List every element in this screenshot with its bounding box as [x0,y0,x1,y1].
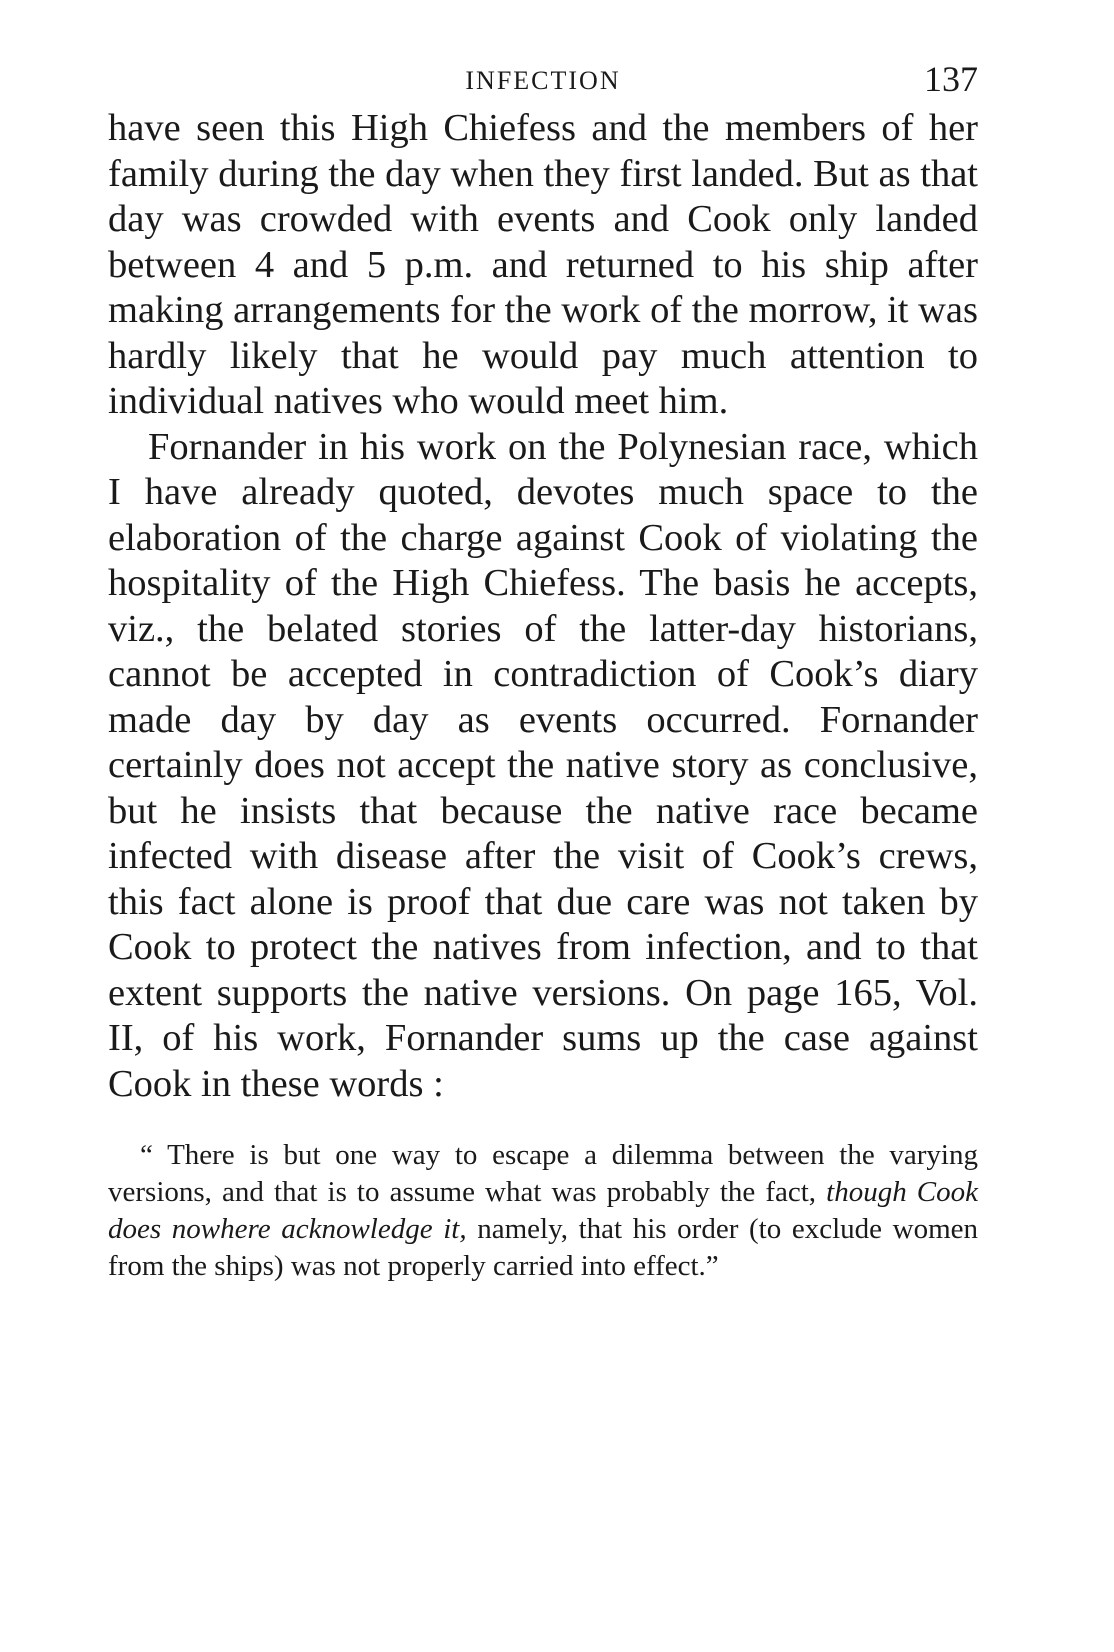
running-title: INFECTION [465,66,621,95]
running-head [108,58,978,106]
body-text [108,106,978,1107]
book-page [108,58,978,1285]
quote-italic-text: though Cook does nowhere acknowledge it, [108,1176,978,1245]
quote-text: “ There is but one way to escape a dilemma between the varying versions, and that is to assume what was probably the fact, [108,1139,978,1208]
paragraph: Fornander in his work on the Polynesian race, which I have already quoted, devotes much space to the elaboration of the charge against Cook of violating the hospitality of the High Chiefess. The basis he accepts, viz., the belated stories of the latter-day historians, cannot be accepted in contradiction of Cook’s diary made day by day as events occurred. Fornander certainly does not accept the native story as conclusive, but he insists that because the native race became infected with disease after the visit of Cook’s crews, this fact alone is proof that due care was not taken by Cook to protect the natives from infection, and to that extent supports the native versions. On page 165, Vol. II, of his work, Fornander sums up the case against Cook in these words : [108,425,978,1105]
quote-text: namely, that his order (to exclude women from the ships) was not properly carried into effect.” [108,1213,978,1282]
quote-paragraph [108,1137,978,1285]
page-number: 137 [924,59,978,99]
block-quote [108,1137,978,1285]
paragraph: have seen this High Chiefess and the members of her family during the day when they first landed. But as that day was crowded with events and Cook only landed between 4 and 5 p.m. and returned to his ship after making arrangements for the work of the morrow, it was hardly likely that he would pay much attention to individual natives who would meet him. [108,107,978,422]
